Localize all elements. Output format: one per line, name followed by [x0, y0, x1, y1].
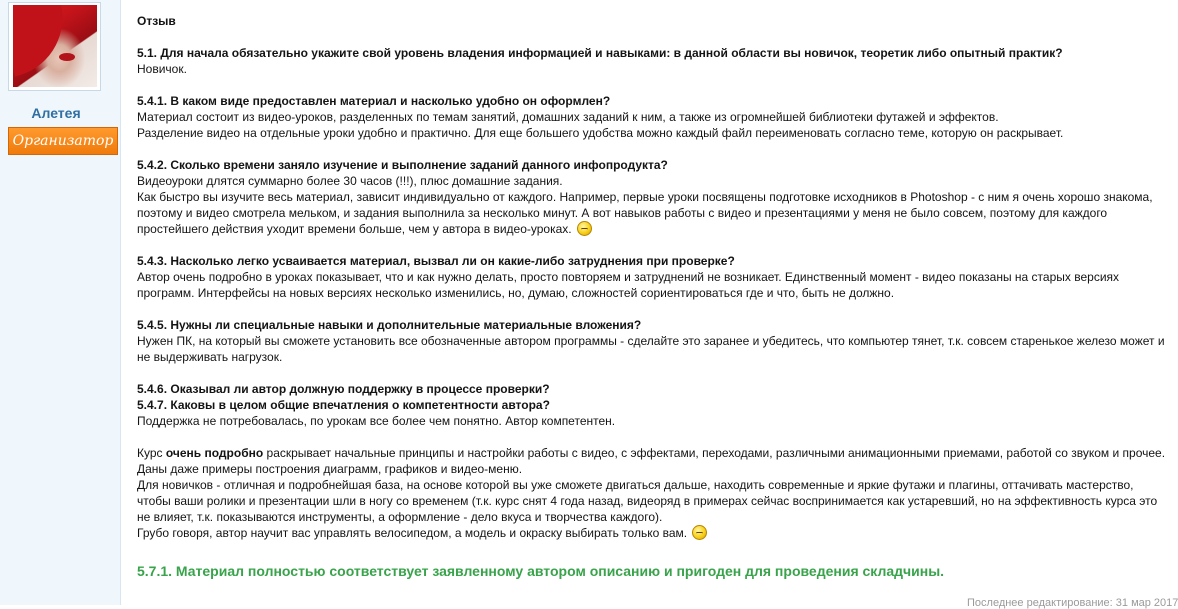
- avatar-frame[interactable]: [8, 2, 101, 91]
- summary-bold: очень подробно: [165, 446, 264, 460]
- question: 5.4.6. Оказывал ли автор должную поддержку в процессе проверки?: [137, 382, 550, 396]
- user-sidebar: [0, 0, 121, 605]
- summary-prefix: Курс: [137, 446, 166, 460]
- conclusion: 5.7.1. Материал полностью соответствует заявленному автором описанию и пригоден для проведения складчины.: [137, 563, 945, 579]
- smiley-icon: [692, 525, 707, 540]
- username-link[interactable]: Алетея: [31, 105, 81, 121]
- avatar-hair: [13, 5, 74, 76]
- question: 5.1. Для начала обязательно укажите свой уровень владения информацией и навыками: в данной области вы новичок, теоретик либо опытный практик?: [137, 46, 1063, 60]
- section-5-1: [137, 45, 1167, 77]
- post-content: [137, 13, 1167, 579]
- answer: Новичок.: [137, 62, 187, 76]
- summary-line: Для новичков - отличная и подробнейшая база, на основе которой вы уже сможете двигаться дальше, находить современные и яркие футажи и плагины, оттачивать мастерство, чтобы ваши ролики и презентации шли в ногу со временем (т.к. курс снят 4 года назад, видеоряд в примерах сейчас воспринимается как устаревший, но на эффективность курса это не влияет, т.к. показываются инструменты, а оформление - дело вкуса и творчества каждого).: [137, 478, 1158, 524]
- avatar-lips: [59, 53, 75, 61]
- answer: Автор очень подробно в уроках показывает, что и как нужно делать, просто повторяем и затруднений не возникает. Единственный момент - видео показаны на старых версиях программ. Интерфейсы на новых версиях несколько изменились, но, думаю, сложностей сориентироваться где и что, быть не должно.: [137, 270, 1120, 300]
- summary-line: [137, 445, 1167, 461]
- answer: Поддержка не потребовалась, по урокам все более чем понятно. Автор компетентен.: [137, 414, 616, 428]
- section-5-4-3: [137, 253, 1167, 301]
- summary-line: Даны даже примеры построения диаграмм, графиков и видео-меню.: [137, 462, 523, 476]
- question: 5.4.3. Насколько легко усваивается материал, вызвал ли он какие-либо затруднения при проверке?: [137, 254, 735, 268]
- last-edited: Последнее редактирование: 31 мар 2017: [967, 597, 1178, 609]
- question: 5.4.7. Каковы в целом общие впечатления о компетентности автора?: [137, 398, 550, 412]
- answer: Видеоуроки длятся суммарно более 30 часов (!!!), плюс домашние задания.: [137, 174, 563, 188]
- user-title-badge: Организатор: [8, 127, 118, 155]
- section-5-4-1: [137, 93, 1167, 141]
- section-5-4-5: [137, 317, 1167, 365]
- answer: [137, 189, 1167, 237]
- answer: Нужен ПК, на который вы сможете установить все обозначенные автором программы - сделайте это заранее и убедитесь, что компьютер тянет, т.к. совсем старенькое железо может и не выдерживать нагрузок.: [137, 334, 1165, 364]
- summary-rest: раскрывает начальные принципы и настройки работы с видео, с эффектами, переходами, различными анимационными приемами, работой со звуком и прочее.: [263, 446, 1166, 460]
- section-5-4-2: [137, 157, 1167, 237]
- answer: Разделение видео на отдельные уроки удобно и практично. Для еще большего удобства можно каждый файл переименовать согласно теме, которую он раскрывает.: [137, 126, 1064, 140]
- avatar[interactable]: [13, 5, 97, 87]
- answer: Материал состоит из видео-уроков, разделенных по темам занятий, домашних заданий к ним, а также из огромнейшей библиотеки футажей и эффектов.: [137, 110, 999, 124]
- question: 5.4.1. В каком виде предоставлен материал и насколько удобно он оформлен?: [137, 94, 611, 108]
- summary: [137, 445, 1167, 541]
- post-heading: Отзыв: [137, 14, 176, 28]
- summary-text: Грубо говоря, автор научит вас управлять велосипедом, а модель и окраску выбирать только вам.: [137, 526, 688, 540]
- question: 5.4.5. Нужны ли специальные навыки и дополнительные материальные вложения?: [137, 318, 642, 332]
- smiley-icon: [577, 221, 592, 236]
- question: 5.4.2. Сколько времени заняло изучение и выполнение заданий данного инфопродукта?: [137, 158, 668, 172]
- summary-line: [137, 525, 1167, 541]
- section-5-4-6-7: [137, 381, 1167, 429]
- answer-text: Как быстро вы изучите весь материал, зависит индивидуально от каждого. Например, первые уроки посвящены подготовке исходников в Photoshop - с ним я очень хорошо знакома, поэтому и видео смотрела мельком, и задания выполнила за несколько минут. А вот навыков работы с видео и презентациями у меня не было совсем, поэтому для каждого простейшего действия уходит времени больше, чем у автора в видео-уроках.: [137, 190, 1153, 236]
